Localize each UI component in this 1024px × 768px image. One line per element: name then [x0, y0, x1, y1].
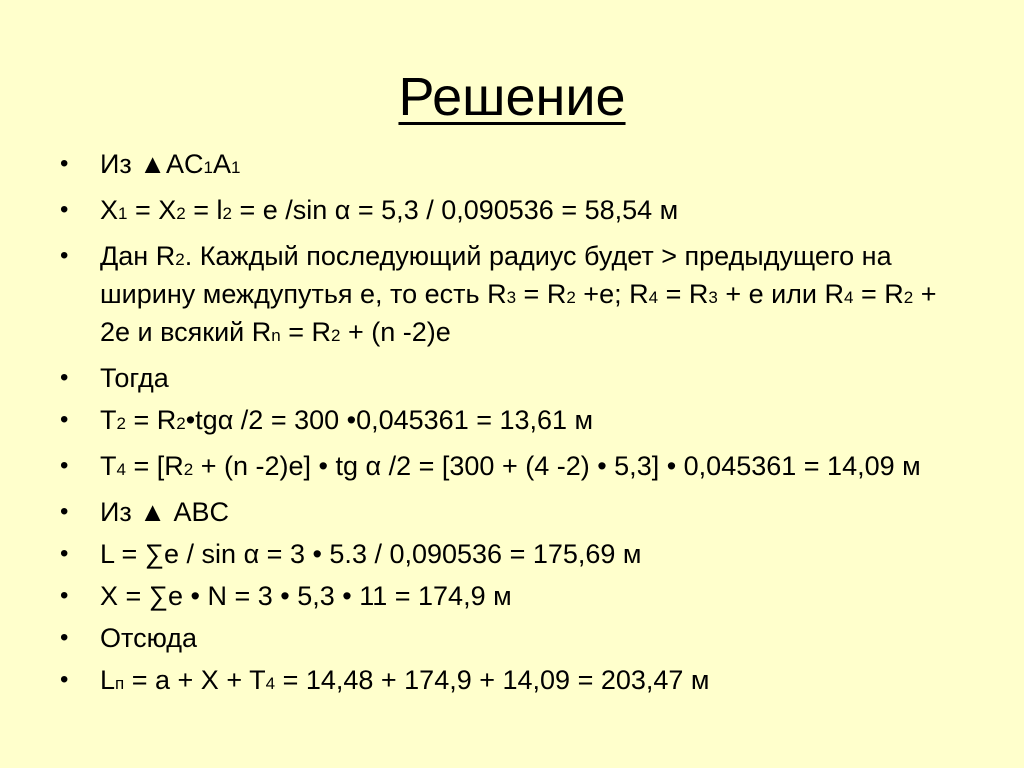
index-text: 2	[903, 288, 914, 307]
bullet-dot: •	[60, 452, 69, 479]
item-text: + 2e и всякий R	[100, 279, 937, 347]
item-text: = R	[516, 279, 567, 309]
item-text: Отсюда	[100, 623, 197, 653]
bullet-dot: •	[60, 624, 69, 651]
bullet-item	[60, 449, 960, 487]
index-text: 3	[506, 288, 517, 307]
index-text: 4	[844, 288, 854, 307]
index-text: 2	[183, 460, 194, 479]
item-text: •tgα /2 = 300 •0,045361 = 13,61 м	[185, 405, 594, 435]
item-text: + (n -2)e	[340, 317, 451, 347]
item-text: = R	[853, 279, 904, 309]
index-text: 1	[231, 158, 241, 177]
bullet-item	[60, 579, 960, 613]
item-text: = e /sin α = 5,3 / 0,090536 = 58,54 м	[231, 195, 679, 225]
index-text: 2	[176, 414, 186, 433]
bullet-dot: •	[60, 540, 69, 567]
index-text: п	[115, 674, 125, 693]
bullet-item	[60, 621, 960, 655]
bullet-dot: •	[60, 498, 69, 525]
bullet-dot: •	[60, 406, 69, 433]
bullet-item	[60, 403, 960, 441]
index-text: 2	[566, 288, 576, 307]
item-text: X	[100, 195, 119, 225]
index-text: 3	[708, 288, 718, 307]
item-text: = X	[127, 195, 177, 225]
bullet-dot: •	[60, 150, 69, 177]
index-text: 4	[265, 674, 276, 693]
item-text: Из ▲ ABC	[100, 497, 230, 527]
item-text: = 14,48 + 174,9 + 14,09 = 203,47 м	[275, 665, 710, 695]
bullet-item	[60, 495, 960, 529]
bullet-dot: •	[60, 196, 69, 223]
item-text: + (n -2)e] • tg α /2 = [300 + (4 -2) • 5,3] • 0,045361 = 14,09 м	[193, 451, 921, 481]
bullet-dot: •	[60, 242, 69, 269]
bullet-item	[60, 537, 960, 571]
item-text: T	[100, 405, 117, 435]
item-text: = a + X + T	[124, 665, 266, 695]
bullet-dot: •	[60, 582, 69, 609]
item-text: X = ∑e • N = 3 • 5,3 • 11 = 174,9 м	[100, 581, 512, 611]
item-text: Тогда	[100, 363, 169, 393]
item-text: +e; R	[575, 279, 649, 309]
index-text: 2	[331, 326, 341, 345]
item-text: . Каждый последующий радиус будет > предыдущего на ширину междупутья e, то есть R	[100, 241, 892, 309]
item-text: L = ∑e / sin α = 3 • 5.3 / 0,090536 = 175,69 м	[100, 539, 642, 569]
index-text: 2	[116, 414, 126, 433]
index-text: 2	[222, 204, 232, 223]
bullet-list	[60, 147, 960, 709]
index-text: 1	[118, 204, 128, 223]
item-text: L	[100, 665, 116, 695]
slide-title: Решение	[398, 67, 626, 127]
bullet-dot: •	[60, 364, 69, 391]
bullet-item	[60, 147, 960, 185]
item-text: = [R	[125, 451, 184, 481]
bullet-item	[60, 361, 960, 395]
bullet-item	[60, 663, 960, 701]
item-text: = l	[185, 195, 223, 225]
bullet-item	[60, 193, 960, 231]
index-text: n	[271, 326, 281, 345]
bullet-item	[60, 239, 960, 353]
index-text: 4	[648, 288, 659, 307]
item-text: + e или R	[717, 279, 845, 309]
index-text: 2	[176, 204, 186, 223]
index-text: 2	[175, 250, 185, 269]
item-text: = R	[280, 317, 332, 347]
item-text: T	[100, 451, 117, 481]
index-text: 1	[203, 158, 213, 177]
item-text: Дан R	[100, 241, 176, 271]
item-text: = R	[125, 405, 177, 435]
bullet-dot: •	[60, 666, 69, 693]
index-text: 4	[116, 460, 126, 479]
item-text: A	[213, 149, 232, 179]
item-text: Из ▲AC	[100, 149, 204, 179]
item-text: = R	[658, 279, 709, 309]
